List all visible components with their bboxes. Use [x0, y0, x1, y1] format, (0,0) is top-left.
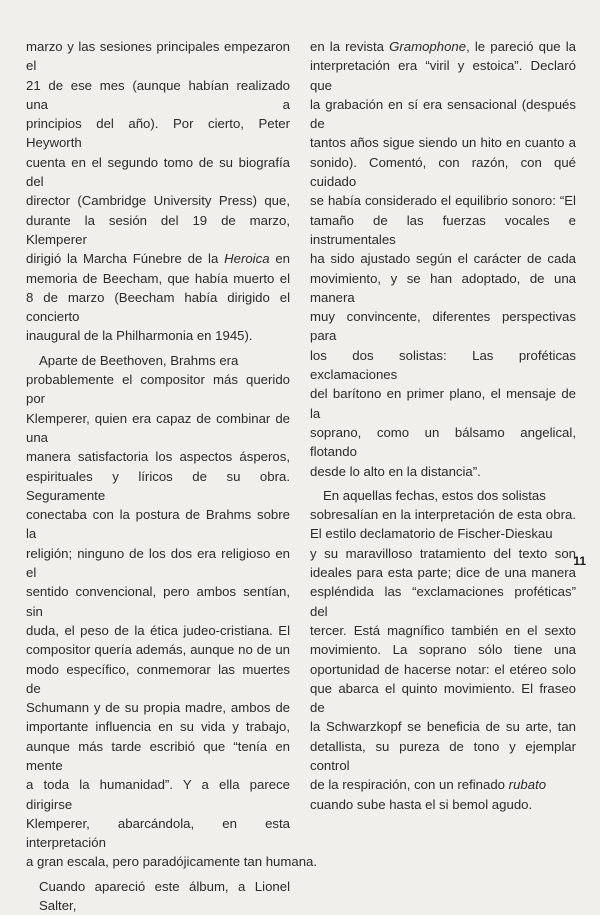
- text-line: tercer. Está magnífico también en el sexto: [310, 622, 576, 638]
- text-line: desde lo alto en la distancia”.: [310, 463, 481, 479]
- text-line: Klemperer, abarcándola, en esta interpretación: [26, 815, 290, 851]
- text-line: importante influencia en su vida y trabajo,: [26, 719, 290, 735]
- text-line: modo específico, conmemorar las muertes de: [26, 661, 290, 696]
- text-line: a gran escala, pero paradójicamente tan humana.: [26, 854, 318, 870]
- text-line: En aquellas fechas, estos dos solistas: [323, 487, 546, 503]
- right-text-column: [310, 37, 576, 814]
- text-line: los dos solistas: Las proféticas exclamaciones: [310, 347, 576, 383]
- text-line: tantos años sigue siendo un hito en cuanto a: [310, 135, 576, 151]
- text-line: Aparte de Beethoven, Brahms era: [39, 352, 239, 368]
- text-line: duda, el peso de la ética judeo-cristiana. El: [26, 622, 290, 638]
- text-line: [310, 775, 576, 794]
- text-line: ideales para esta parte; dice de una manera: [310, 565, 576, 581]
- text-line: religión; ninguno de los dos era religioso en el: [26, 545, 290, 581]
- text-segment: en la revista: [310, 39, 390, 54]
- text-segment: de la respiración, con un refinado: [310, 777, 509, 793]
- paragraph: [310, 486, 576, 814]
- text-line: inaugural de la Philharmonia en 1945).: [26, 328, 253, 344]
- text-line: compositor quería además, aunque no de un: [26, 642, 290, 658]
- text-line: Klemperer, quien era capaz de combinar de una: [26, 410, 290, 445]
- text-line: conectaba con la postura de Brahms sobre la: [26, 507, 290, 542]
- text-line: cuenta en el segundo tomo de su biografía del: [26, 154, 290, 190]
- text-line: la Schwarzkopf se beneficia de su arte, tan: [310, 719, 576, 735]
- text-line: principios del año). Por cierto, Peter Heyworth: [26, 116, 290, 151]
- text-line: interpretación era “viril y estoica”. Declaró que: [310, 58, 576, 93]
- text-line: [310, 37, 576, 56]
- text-line: Cuando apareció este álbum, a Lionel Salter,: [39, 878, 290, 914]
- text-line: memoria de Beecham, que había muerto el: [26, 270, 290, 286]
- text-line: espirituales y líricos de su obra. Seguramente: [26, 468, 290, 503]
- page-number: 11: [573, 554, 586, 568]
- italic-title: rubato: [508, 777, 547, 793]
- text-line: director (Cambridge University Press) que,: [26, 193, 290, 209]
- italic-title: Gramophone: [389, 39, 467, 54]
- text-line: 8 de marzo (Beecham había dirigido el concierto: [26, 289, 290, 325]
- text-segment: en: [269, 251, 290, 267]
- text-line: tamaño de las fuerzas vocales e instrumentales: [310, 212, 576, 247]
- paragraph: [26, 351, 318, 872]
- text-line: movimiento. La soprano sólo tiene una: [310, 642, 576, 658]
- text-segment: dirigió la Marcha Fúnebre de la: [26, 251, 225, 267]
- text-line: cuando sube hasta el si bemol agudo.: [310, 796, 533, 812]
- text-line: detallista, su pureza de tono y ejemplar control: [310, 738, 576, 773]
- text-line: aunque más tarde escribió que “tenía en mente: [26, 738, 290, 773]
- text-line: espléndida las “exclamaciones proféticas” del: [310, 584, 576, 619]
- text-line: durante la sesión del 19 de marzo, Klemperer: [26, 212, 290, 247]
- text-line: muy convincente, diferentes perspectivas para: [310, 309, 576, 344]
- text-line: ha sido ajustado según el carácter de cada: [310, 251, 576, 267]
- text-line: marzo y las sesiones principales empezaron el: [26, 39, 290, 74]
- text-line: la grabación en sí era sensacional (después de: [310, 96, 576, 132]
- text-line: oportunidad de hacerse notar: el etéreo solo: [310, 661, 576, 677]
- text-line: 21 de ese mes (aunque habían realizado una a: [26, 77, 290, 112]
- paragraph: [26, 877, 290, 915]
- text-line: El estilo declamatorio de Fischer-Dieskau: [310, 526, 553, 542]
- italic-title: Heroica: [224, 251, 270, 267]
- text-line: sonido). Comentó, con razón, con qué cuidado: [310, 154, 576, 190]
- text-line: movimiento, y se han adoptado, de una manera: [310, 270, 576, 305]
- text-line: sobresalían en la interpretación de esta obra.: [310, 507, 576, 523]
- text-line: que abarca el quinto movimiento. El fraseo de: [310, 680, 576, 716]
- paragraph: [310, 37, 576, 481]
- text-line: sentido convencional, pero ambos sentían, sin: [26, 584, 290, 619]
- text-line: a toda la humanidad”. Y a ella parece dirigirse: [26, 777, 290, 812]
- text-line: soprano, como un bálsamo angelical, flotando: [310, 424, 576, 460]
- text-line: probablemente el compositor más querido por: [26, 372, 290, 407]
- text-line: manera satisfactoria los aspectos ásperos,: [26, 449, 290, 465]
- text-line: se había considerado el equilibrio sonoro: “El: [310, 193, 576, 209]
- text-line: del barítono en primer plano, el mensaje de la: [310, 386, 576, 421]
- text-line: y su maravilloso tratamiento del texto son: [310, 545, 576, 561]
- text-line: [26, 249, 290, 268]
- text-line: Schumann y de su propia madre, ambos de: [26, 700, 290, 716]
- left-text-column: [26, 37, 318, 915]
- text-segment: , le pareció que la: [466, 39, 576, 54]
- paragraph: [26, 37, 290, 346]
